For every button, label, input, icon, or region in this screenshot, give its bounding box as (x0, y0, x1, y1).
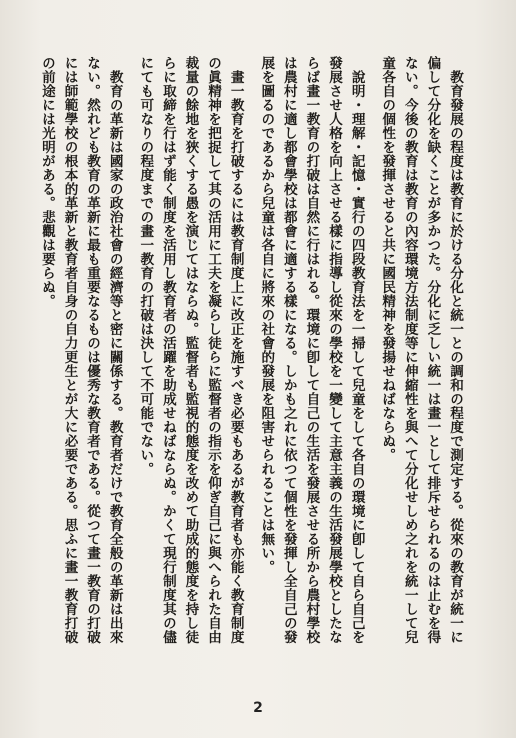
paragraph-1: 教育發展の程度は教育に於ける分化と統一との調和の程度で測定する。從來の教育が統一に偏して分化を缺くことが多かつた。分化に乏しい統一は畫一として排斥せられるのは止むを得ない。今後の教育は教育の內容環境方法制度等に伸縮性を與へて分化せしめ之れを統一して兒童各自の個性を發揮させると共に國民精神を發揚せねばならぬ。 (379, 56, 463, 644)
page-number: 2 (253, 700, 263, 716)
paragraph-2: 說明・理解・記憶・實行の四段教育法を一掃して兒童をして各自の環境に卽して自ら自己を發展させ人格を向上させる樣に指導し從來の學校を一變して主意主義の生活發展學校としたならば畫一教育の打破は自然に行はれる。環境に卽して自己の生活を發展させる所から農村學校は農村に適し都會學校は都會に適する樣になる。しかも之れに依つて個性を發揮し全自己の發展を圖るのであるから兒童は各自に將來の社會的發展を阻害せられることは無い。 (258, 56, 365, 644)
paragraph-4: 教育の革新は國家の政治社會の經濟等と密に關係する。教育者だけで教育全般の革新は出來ない。然れども教育の革新に最も重要なるものは優秀な教育者である。從つて畫一教育の打破には師範學校の根本的革新と教育者自身の自力更生とが大に必要である。思ふに畫一教育打破の前途には光明がある。悲觀は要らぬ。 (38, 56, 123, 644)
vertical-text-block (36, 56, 466, 646)
paragraph-3: 畫一教育を打破するには教育制度上に改正を施すべき必要もあるが教育者も亦能く教育制度の眞精神を把捉して其の活用に工夫を凝らし徒らに監督者の指示を仰ぎ自己に與へられた自由裁量の餘地を狹くする愚を演じてはならぬ。監督者も監視的態度を改めて助成的態度を持し徒らに取締を行はず能く制度を活用し教育者の活躍を助成せねばならぬ。かくて現行制度其の儘にても可なりの程度までの畫一教育の打破は決して不可能でない。 (137, 56, 244, 644)
